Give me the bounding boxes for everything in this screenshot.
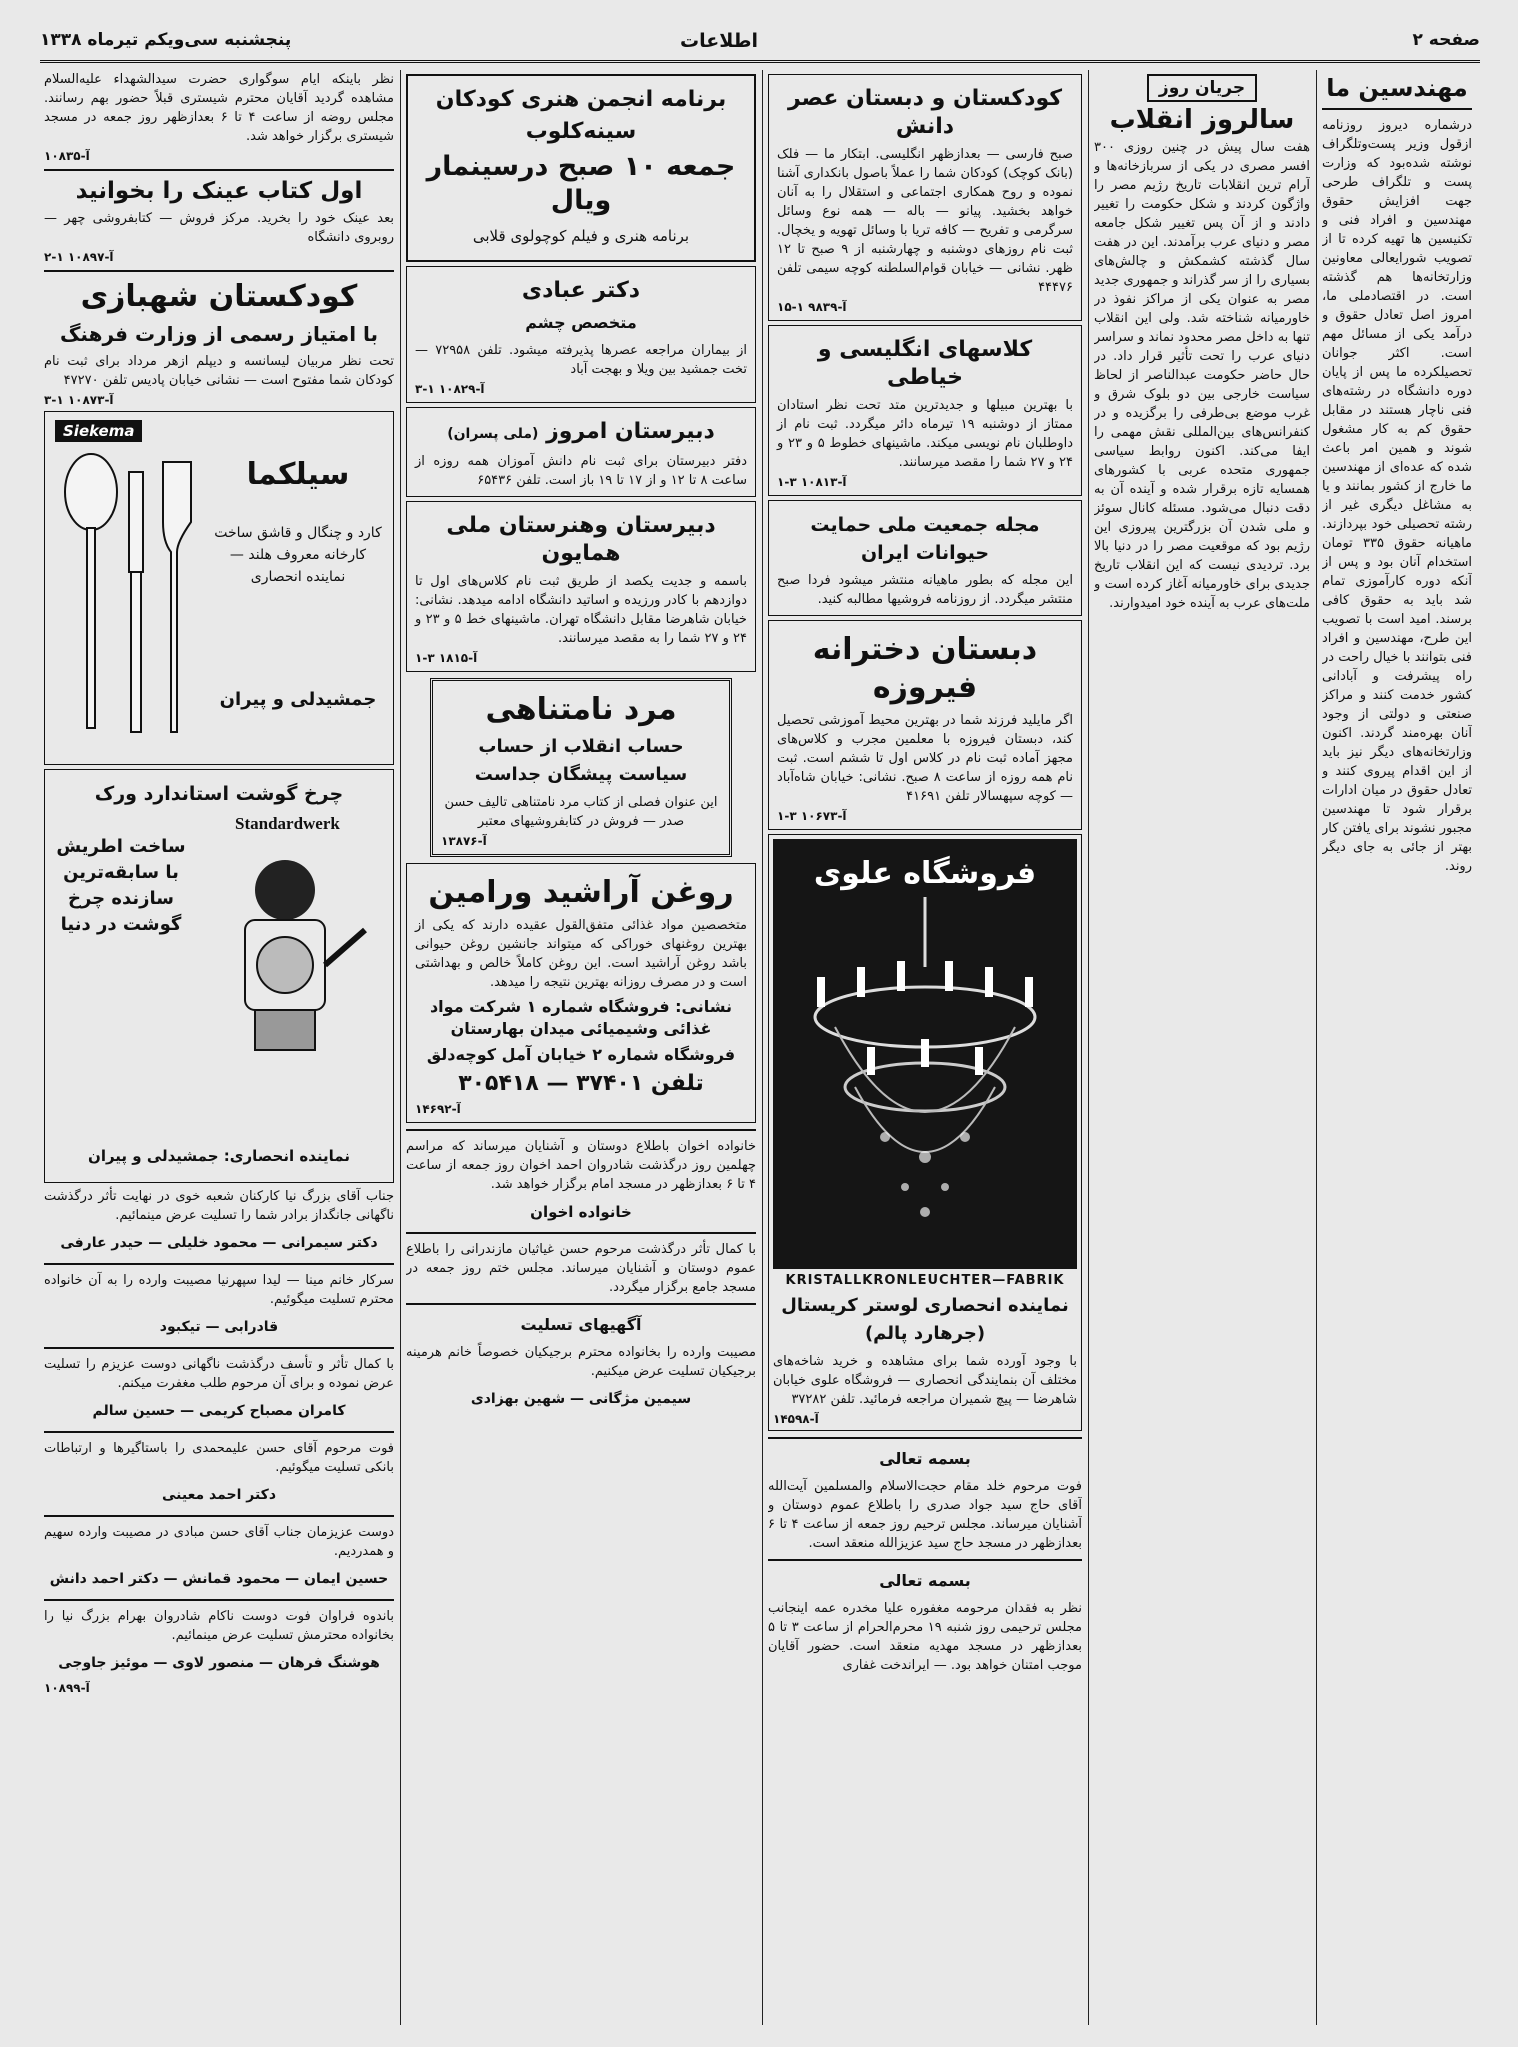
ad-title: مرد نامتناهی: [485, 692, 677, 727]
ad-subtitle: حساب انقلاب از حساب سیاست پیشگان جداست: [474, 736, 688, 785]
ad-kindergarten-asr-danesh: [768, 74, 1082, 321]
ad-title: دبیرستان وهنرستان ملی همایون: [446, 513, 716, 566]
obituary-signature: خانواده اخوان: [530, 1203, 632, 1221]
ad-body: باسمه و جدیت یکصد از طریق ثبت نام کلاس‌های اول تا دوازدهم با کادر ورزیده و اساتید دانشگاه ادامه میدهد. نشانی: خیابان شاهرضا مقابل دانشگاه تهران. ماشینهای خط ۵ و ۲۳ و ۲۴ و ۲۷ شما را به مقصد میرسانند.: [415, 574, 747, 646]
obituary-title: بسمه تعالی: [879, 1571, 971, 1590]
ad-title: دبستان دخترانه فیروزه: [812, 632, 1038, 705]
ad-title: دبیرستان امروز: [546, 419, 715, 444]
obituary-signature: دکتر احمد معینی: [161, 1487, 277, 1503]
ad-silkema-cutlery: [44, 411, 394, 765]
divider: [44, 1263, 394, 1265]
chandelier-line: نماینده انحصاری لوستر کریستال (جرهارد پالم): [781, 1295, 1069, 1344]
ad-body: با وجود آورده شما برای مشاهده و خرید شاخه‌های مختلف آن بنمایندگی انحصاری — فروشگاه علوی خیابان شاهرضا — پیچ شمیران مراجعه فرمائید. تلفن ۳۷۲۸۲: [773, 1354, 1077, 1407]
ad-title-row: [415, 418, 747, 448]
ad-title: اول کتاب عینک را بخوانید: [75, 178, 363, 204]
ad-arashid-oil: [406, 863, 756, 1123]
ads-column-left: [44, 70, 394, 2025]
ad-body: ساخت اطریش با سابقه‌ترین سازنده چرخ گوشت در دنیا: [56, 836, 186, 935]
ad-dealer: جمشیدلی و پیران: [219, 689, 377, 710]
ad-phone: تلفن ۳۷۴۰۱ — ۳۰۵۴۱۸: [458, 1071, 704, 1096]
ad-ref: آ-۱۰۸۷۳ ۱-۳: [44, 393, 114, 407]
obituary-body: دوست عزیزمان جناب آقای حسن مبادی در مصیبت وارده سهیم و همدردیم.: [44, 1525, 394, 1559]
news-body: هفت سال پیش در چنین روزی ۳۰۰ افسر مصری در یکی از سربازخانه‌ها و آرام ترین انقلابات تاریخ رژیم مصر را واژگون کردند و شکل حکومت را تغییر دادند و از آن پس تغییر شکل جامعه مصر و دنیای عرب برآمدند. این در هفت سال گذشته کشمکش و چالش‌های بسیاری را از سر گذراند و جمهوری جدید مصر به عنوان یکی از مراکز نفوذ در خاورمیانه شناخته شد. ولی این انقلاب تنها به داخل مصر محدود نماند و سراسر دنیای عرب را تحت تأثیر قرار داد. در حال حاضر حکومت عبدالناصر از لحاظ سیاست خارجی بین دو بلوک شرق و غرب موضع بی‌طرفی را برگزیده و در کنفرانس‌های بین‌المللی نقش مهمی را ایفا می‌کند. اکنون روابط سیاسی جمهوری متحده عربی با کشورهای همسایه تازه برقرار شده و آینده آن به دقت دنبال می‌شود. مسئله کانال سوئز و ملی شدن آن بزرگترین پیروزی این رژیم بود که موقعیت مصر را در دنیا بالا برد. تردیدی نیست که این انقلاب تاریخ جدیدی برای خاورمیانه آغاز کرده است و ملت‌های عرب به آینده خود امیدوارند.: [1094, 140, 1310, 611]
ad-title: برنامه انجمن هنری کودکان: [435, 87, 727, 112]
ad-note: (ملی پسران): [447, 426, 539, 442]
news-column: [1094, 70, 1310, 2025]
ad-title: کلاسهای انگلیسی و خیاطی: [817, 337, 1033, 390]
ad-ref: آ-۹۸۳۹ ۱-۱۵: [777, 300, 847, 314]
ad-homayoun-school: [406, 501, 756, 672]
ad-body: دفتر دبیرستان برای ثبت نام دانش آموزان همه روزه از ساعت ۸ تا ۱۲ و از ۱۷ تا ۱۹ باز است. تلفن ۶۵۴۳۶: [415, 454, 747, 488]
divider: [406, 1303, 756, 1305]
obituary-signature: قادرابی — تیکبود: [159, 1319, 279, 1335]
store-name: فروشگاه علوی: [813, 856, 1037, 891]
column-rule: [1088, 70, 1089, 2025]
ad-headline: جمعه ۱۰ صبح درسینمار ویال: [426, 151, 736, 216]
ad-title: دکتر عبادی: [521, 278, 641, 303]
obituary-body: با کمال تأثر درگذشت مرحوم حسن غیاثیان مازندرانی را باطلاع عموم دوستان و آشنایان میرساند. مجلس ختم روز جمعه در مسجد جامع برگزار میگردد.: [406, 1242, 756, 1295]
divider: [44, 1599, 394, 1601]
column-rule: [762, 70, 763, 2025]
ad-ref: آ-۱۰۸۲۹ ۱-۳: [415, 382, 485, 396]
ad-title: مجله جمعیت ملی حمایت حیوانات ایران: [810, 514, 1040, 564]
ad-ref: آ-۱۰۶۷۳ ۳-۱: [777, 809, 847, 823]
obituary-body: فوت مرحوم آقای حسن علیمحمدی را باستاگیرها و ارتباطات بانکی تسلیت میگوئیم.: [44, 1441, 394, 1475]
ad-line: برنامه هنری و فیلم کوچولوی قلابی: [472, 227, 690, 245]
ad-ref: آ-۱۰۸۱۳ ۳-۱: [777, 475, 847, 489]
ad-address: فروشگاه شماره ۲ خیابان آمل کوچه‌دلق: [426, 1045, 736, 1064]
ad-english-classes: [768, 325, 1082, 496]
obituary-signature: هوشنگ فرهان — منصور لاوی — موئیز جاوجی: [58, 1655, 380, 1671]
divider: [768, 1437, 1082, 1439]
ad-ref: آ-۱۴۶۹۲: [415, 1102, 461, 1116]
ad-title: سیلکما: [246, 457, 350, 492]
chandelier-image: [773, 839, 1077, 1269]
meat-grinder-icon: [195, 850, 375, 1070]
ad-address: نشانی: فروشگاه شماره ۱ شرکت مواد غذائی وشیمیائی میدان بهارستان: [429, 997, 733, 1038]
ad-ref: آ-۱۸۱۵ ۳-۱: [415, 651, 478, 665]
ad-dealer: نماینده انحصاری: جمشیدلی و پیران: [88, 1147, 350, 1165]
obituary-title: آگهیهای تسلیت: [520, 1315, 642, 1334]
page-header: [40, 26, 1480, 63]
obituary-body: مصیبت وارده را بخانواده محترم برجیکیان خصوصاً خانم هرمینه برجیکیان تسلیت عرض میکنیم.: [406, 1345, 756, 1379]
divider: [44, 1431, 394, 1433]
obituary-signature: کامران مصباح کریمی — حسین سالم: [92, 1403, 346, 1419]
obituary-body: خانواده اخوان باطلاع دوستان و آشنایان میرساند که مراسم چهلمین روز درگذشت شادروان احمد اخوان روز جمعه از ساعت ۴ تا ۶ بعدازظهر در مسجد امام برگزار خواهد شد.: [406, 1139, 756, 1192]
divider: [1322, 108, 1472, 110]
ad-dr-ebadi: [406, 266, 756, 403]
brand-logo: Standardwerk: [235, 814, 340, 833]
ad-body: این مجله که بطور ماهیانه منتشر میشود فردا صبح منتشر میگردد. از روزنامه فروشیها مطالبه کنید.: [777, 573, 1073, 607]
issue-date: پنجشنبه سی‌ویکم تیرماه ۱۳۳۸: [40, 30, 292, 50]
chandelier-caption: KRISTALLKRONLEUCHTER—FABRIK: [785, 1273, 1065, 1288]
ad-body: این عنوان فصلی از کتاب مرد نامتناهی تالیف حسن صدر — فروش در کتابفروشیهای معتبر: [444, 795, 718, 829]
ad-ref: آ-۱۰۸۹۷ ۱-۲: [44, 250, 114, 264]
divider: [406, 1129, 756, 1131]
ad-body: از بیماران مراجعه عصرها پذیرفته میشود. تلفن ۷۲۹۵۸ — تخت جمشید بین ویلا و بهجت آباد: [415, 343, 747, 377]
obituary-signature: سیمین مژگانی — شهین بهزادی: [470, 1391, 692, 1407]
section-tag: جریان روز: [1147, 74, 1257, 102]
ad-standardwerk-grinder: [44, 769, 394, 1183]
notice-ref: آ-۱۰۸۳۵: [44, 149, 90, 163]
ad-subtitle: متخصص چشم: [525, 313, 637, 332]
ad-body: تحت نظر مربیان لیسانسه و دیپلم ازهر مرداد برای ثبت نام کودکان شما مفتوح است — نشانی خیابان پادیس تلفن ۴۷۲۷۰: [44, 354, 394, 388]
cutlery-icon: [51, 452, 201, 742]
ad-chandelier: [768, 834, 1082, 1431]
ad-body: صبح فارسی — بعدازظهر انگلیسی. ابتکار ما — فلک (بانک کوچک) کودکان شما را عملاً باصول بانکداری آشنا نموده و روح همکاری اجتماعی و استقلال را به آنان خواهد بخشید. پیانو — باله — همه نوع وسائل سرگرمی و تفریح — کافه تریا با وسائل تهویه و یخچال. ثبت نام روزهای دوشنبه و چهارشنبه از ۹ صبح تا ۱۲ ظهر. نشانی — خیابان قوام‌السلطنه کوچه سیمی تلفن ۴۴۴۷۶: [777, 147, 1073, 295]
notice-body: نظر باینکه ایام سوگواری حضرت سیدالشهداء علیه‌السلام مشاهده گردید آقایان محترم شیستری قبلاً حضور بهم رسانند. مجلس روضه از ساعت ۴ تا ۶ بعدازظهر روز جمعه در مسجد شیستری برگزار خواهد شد.: [44, 72, 394, 144]
obituary-body: فوت مرحوم خلد مقام حجت‌الاسلام والمسلمین آیت‌الله آقای حاج سید جواد صدری را باطلاع عموم دوستان و آشنایان میرساند. مجلس ترحیم روز جمعه از ساعت ۴ تا ۶ بعدازظهر در مسجد حاج سید عزیزالله منعقد است.: [768, 1479, 1082, 1551]
ads-column-left-center: [406, 70, 756, 2025]
column-rule: [400, 70, 401, 2025]
ad-body: بعد عینک خود را بخرید. مرکز فروش — کتابفروشی چهر — روبروی دانشگاه: [44, 211, 394, 245]
ad-title: چرخ گوشت استاندارد ورک: [94, 783, 344, 805]
newspaper-name: اطلاعات: [680, 30, 759, 52]
editorial-body: درشماره دیروز روزنامه ازقول وزیر پست‌وتلگراف نوشته شده‌بود که وزارت پست و تلگراف طرحی جهت افزایش حقوق مهندسین و افراد فنی و تکنیسین ها تهیه کرده تا از تصویب شورایعالی معاونین وزارتخانه‌ها هم گذشته است. در اقتصادملی ما، امروز اصل تعادل حقوق و درآمد یکی از مسائل مهم است. اکثر جوانان تحصیلکرده ما پس از پایان دوره دانشگاه در رشته‌های فنی ناچار هستند در مقابل حقوق کم به کار مشغول شوند و همین امر باعث شده که عده‌ای از مهندسین ما خارج از کشور بمانند و یا به مشاغل دیگری غیر از رشته تحصیلی خود بپردازند. ماهیانه حقوق ۳۳۵ تومان استخدام آنان بود و پس از آنکه دوره کارآموزی تمام شد باید به حقوق کافی برسند. امید است با تصویب این طرح، مهندسین و افراد فنی بتوانند با خیال راحت در راه پیشرفت و آبادانی کشور خدمت کنند و مراکز صنعتی و دولتی از وجود آنان بهره‌مند گردند. اکنون وزارتخانه‌های دیگر نیز باید از این اقدام پیروی کنند و تعادل حقوق در میان ادارات برقرار شود تا مهندسین مجبور نشوند برای یافتن کار بهتر از جائی به جای دیگر روند.: [1322, 118, 1472, 874]
ad-body: با بهترین مبیلها و جدیدترین متد تحت نظر استادان ممتاز از دوشنبه ۱۹ تیرماه دائر میگردد. ثبت نام از داوطلبان نام نویسی میکند. ماشینهای خطوط ۵ و ۲۳ و ۲۴ و ۲۷ شما را مقصد میرسانند.: [777, 398, 1073, 470]
ad-title: روغن آراشید ورامین: [428, 875, 734, 910]
ad-cine-club: [406, 74, 756, 262]
divider: [44, 270, 394, 272]
ad-firouzeh-school: [768, 620, 1082, 830]
obituary-signature: دکتر سیمرانی — محمود خلیلی — حیدر عارفی: [60, 1235, 378, 1251]
editorial-title: مهندسین ما: [1326, 74, 1468, 102]
divider: [44, 1515, 394, 1517]
ad-title: کودکستان و دبستان عصر دانش: [787, 86, 1063, 139]
ad-title: کودکستان شهبازی: [80, 279, 358, 314]
obituary-body: با کمال تأثر و تأسف درگذشت ناگهانی دوست عزیزم را تسلیت عرض نموده و برای آن مرحوم طلب مغفرت میکنم.: [44, 1357, 394, 1391]
divider: [406, 1232, 756, 1234]
brand-logo: Siekema: [55, 420, 142, 442]
ad-subtitle: با امتیاز رسمی از وزارت فرهنگ: [59, 322, 379, 346]
ad-emrooz-school: [406, 407, 756, 497]
divider: [768, 1559, 1082, 1561]
obituary-body: جناب آقای بزرگ نیا کارکنان شعبه خوی در نهایت تأثر درگذشت ناگهانی جانگداز برادر شما را تسلیت عرض مینمائیم.: [44, 1189, 394, 1223]
page-number: صفحه ۲: [1412, 30, 1480, 50]
ad-subtitle: سینه‌کلوب: [525, 119, 637, 144]
ad-body: کارد و چنگال و قاشق ساخت کارخانه معروف هلند — نماینده انحصاری: [214, 525, 382, 585]
ad-animal-magazine: [768, 500, 1082, 616]
chandelier-icon: [775, 897, 1075, 1227]
ad-body: متخصصین مواد غذائی متفق‌القول عقیده دارند که یکی از بهترین روغنهای خوراکی که میتواند جانشین روغن حیوانی باشد روغن آراشید است. این روغن کاملاً خالص و بهداشتی است و در مصرف روزانه بهترین نتیجه را میدهد.: [415, 918, 747, 990]
ad-ref: آ-۱۳۸۷۶: [441, 834, 487, 848]
divider: [44, 1347, 394, 1349]
ads-column-center: [768, 70, 1082, 2025]
editorial-column: [1322, 70, 1472, 2025]
ad-infinite-man-book: [430, 678, 732, 857]
obituary-title: بسمه تعالی: [879, 1449, 971, 1468]
obituary-body: نظر به فقدان مرحومه مغفوره علیا مخدره عمه اینجانب مجلس ترحیمی روز شنبه ۱۹ محرم‌الحرام از ساعت ۳ تا ۵ بعدازظهر در مسجد مهدیه منعقد است. حضور آقایان موجب امتنان خواهد بود. — ایراندخت غفاری: [768, 1601, 1082, 1673]
obituary-body: باندوه فراوان فوت دوست ناکام شادروان بهرام بزرگ نیا را بخانواده محترمش تسلیت عرض مینمائیم.: [44, 1609, 394, 1643]
column-rule: [1316, 70, 1317, 2025]
divider: [44, 169, 394, 171]
obituary-body: سرکار خانم مینا — لیدا سپهرنیا مصیبت وارده را به آن خانواده محترم تسلیت میگوئیم.: [44, 1273, 394, 1307]
obituary-ref: آ-۱۰۸۹۹: [44, 1681, 90, 1695]
news-title: سالروز انقلاب: [1109, 105, 1295, 135]
obituary-signature: حسین ایمان — محمود قمانش — دکتر احمد دانش: [49, 1571, 389, 1587]
ad-body: اگر مایلید فرزند شما در بهترین محیط آموزشی تحصیل کند، دبستان فیروزه با معلمین مجرب و کلاس‌های مجهز آماده ثبت نام در کلاس اول تا ششم است. ثبت نام همه روزه از ساعت ۸ صبح. نشانی: خیابان شاه‌آباد — کوچه سپهسالار تلفن ۴۱۶۹۱: [777, 713, 1073, 804]
ad-ref: آ-۱۴۵۹۸: [773, 1412, 819, 1426]
